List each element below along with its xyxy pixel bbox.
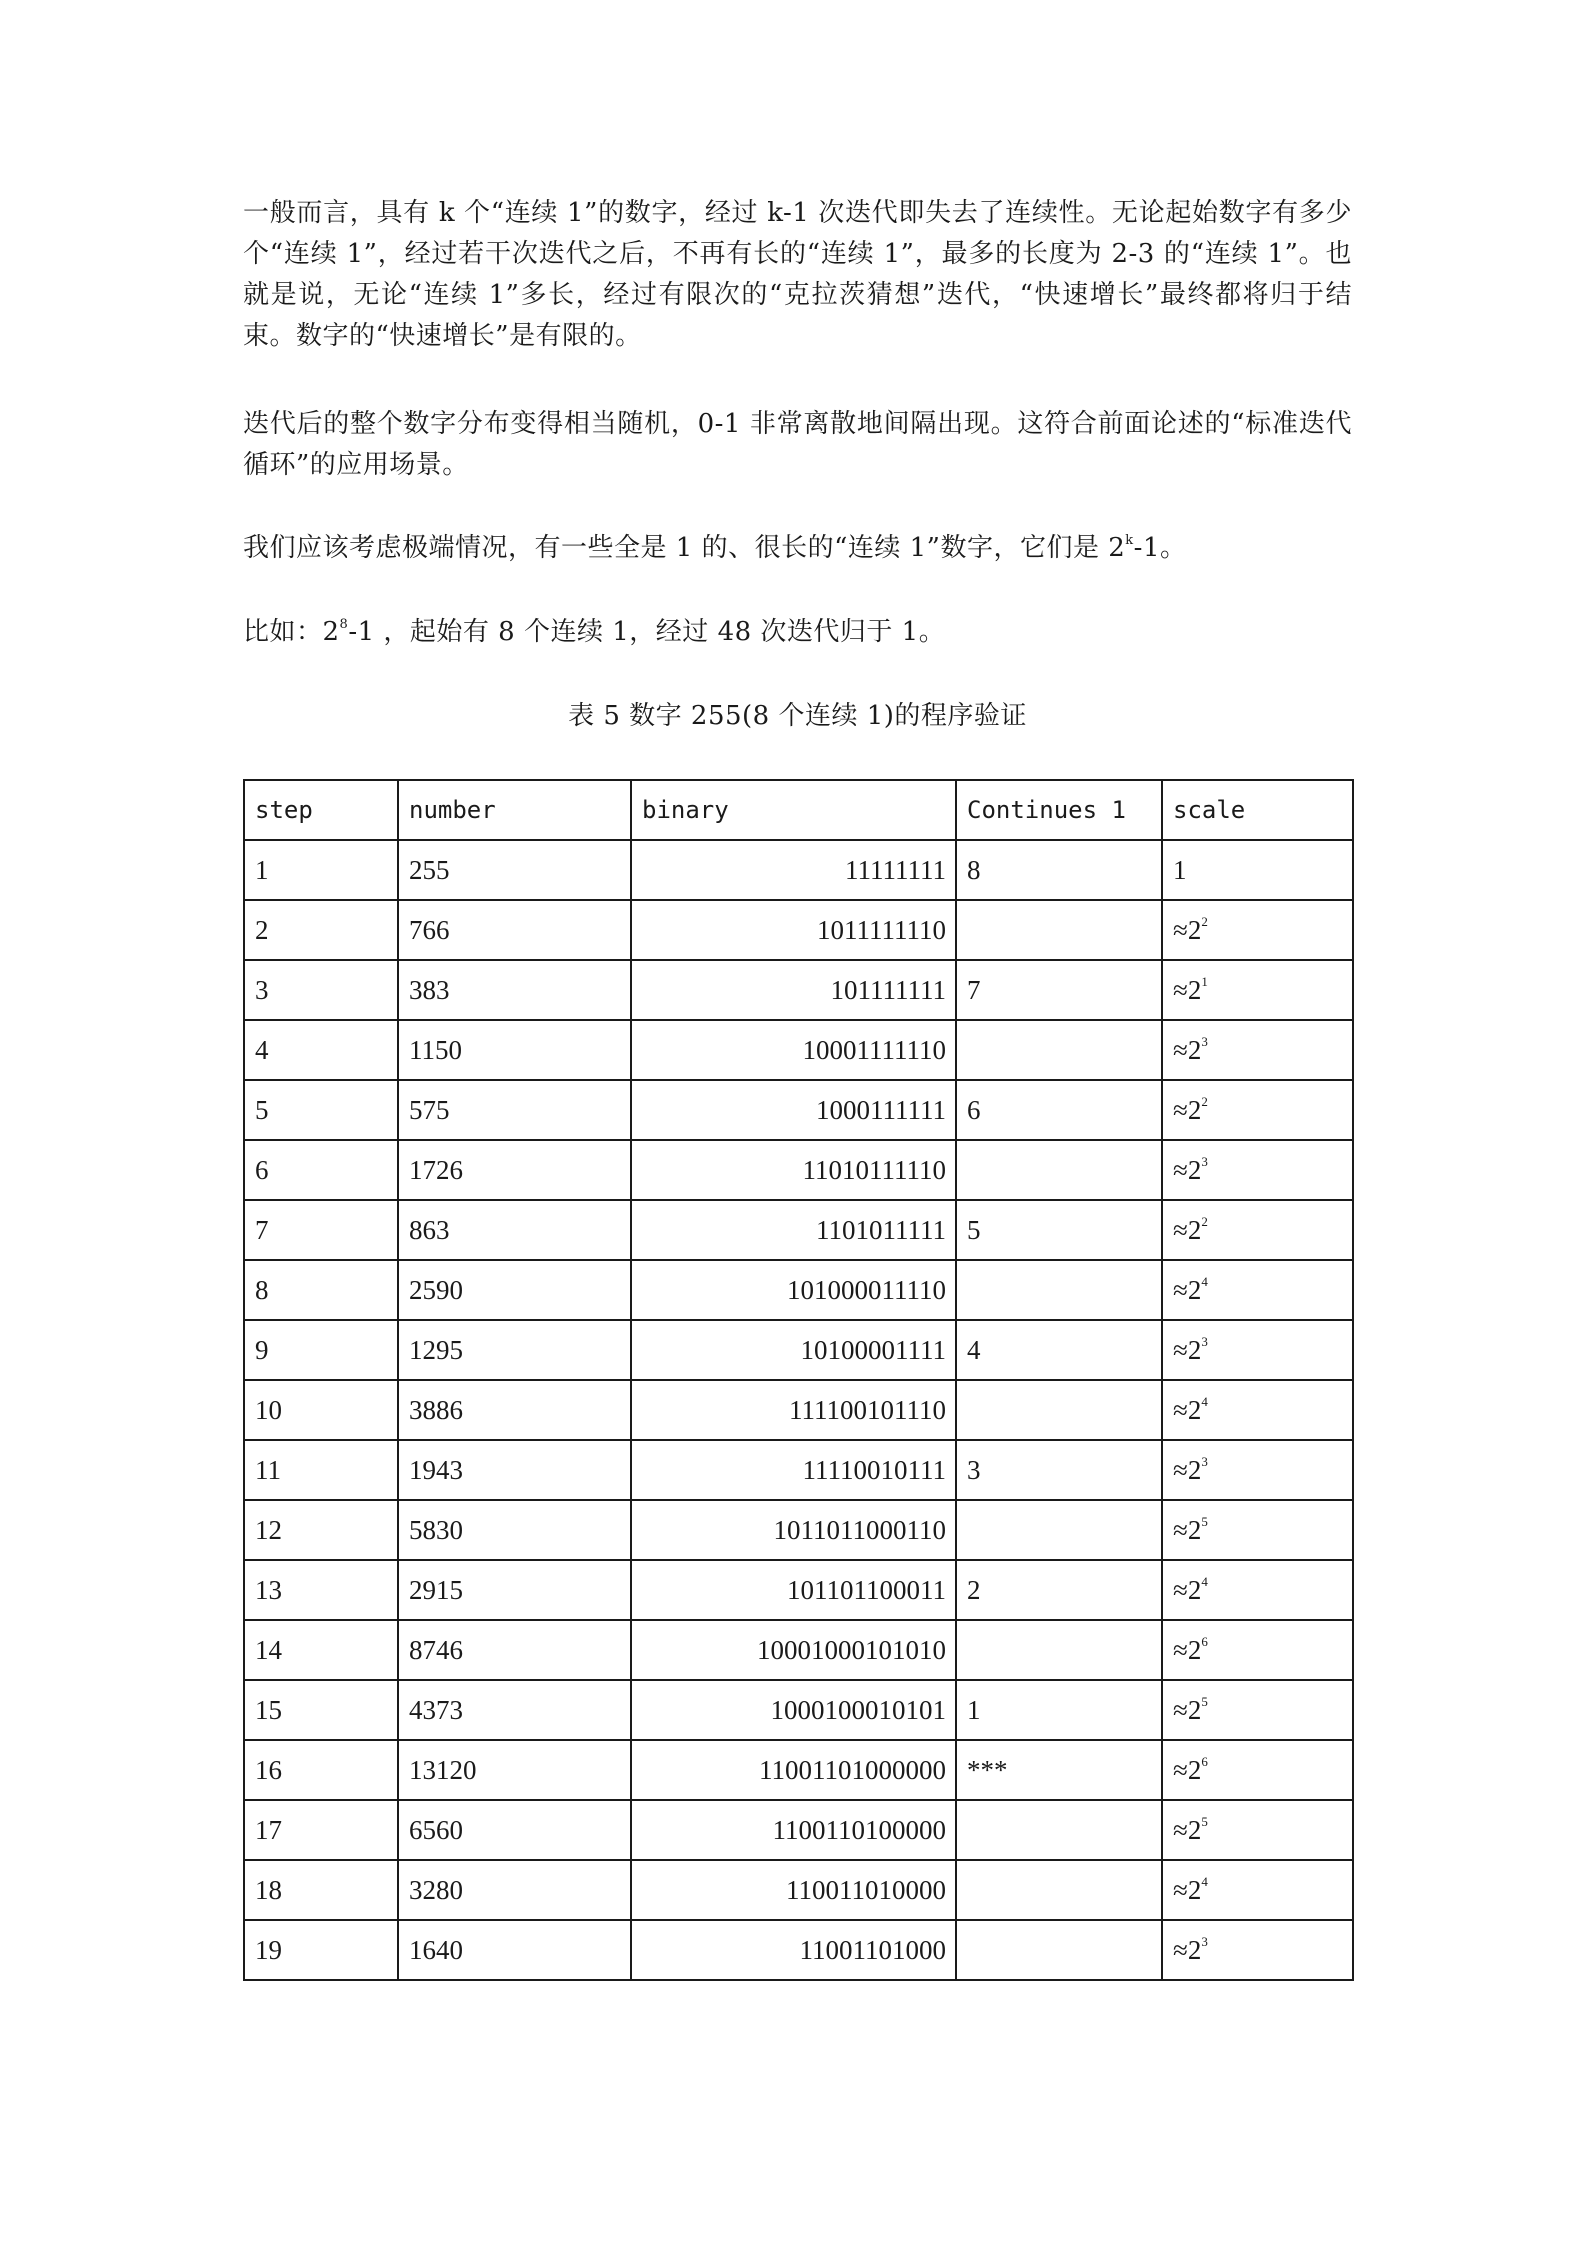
paragraph-example-tail: -1 ，起始有 8 个连续 1，经过 48 次迭代归于 1。 — [348, 617, 946, 647]
cell-binary: 10001111110 — [631, 1020, 956, 1080]
cell-step: 10 — [244, 1380, 398, 1440]
cell-step: 12 — [244, 1500, 398, 1560]
cell-scale — [1162, 1020, 1353, 1080]
cell-step: 11 — [244, 1440, 398, 1500]
cell-number: 1150 — [398, 1020, 631, 1080]
cell-number: 766 — [398, 900, 631, 960]
cell-scale — [1162, 1260, 1353, 1320]
scale-base: ≈2 — [1173, 1514, 1202, 1545]
table-row — [244, 1320, 1353, 1380]
cell-binary: 11111111 — [631, 840, 956, 900]
cell-continues — [956, 1920, 1162, 1980]
cell-scale — [1162, 1920, 1353, 1980]
scale-base: ≈2 — [1173, 914, 1202, 945]
cell-step: 8 — [244, 1260, 398, 1320]
scale-exponent: 3 — [1201, 1033, 1208, 1049]
cell-continues: 8 — [956, 840, 1162, 900]
scale-base: ≈2 — [1173, 1694, 1202, 1725]
scale-base: ≈2 — [1173, 1094, 1202, 1125]
table-caption: 表 5 数字 255(8 个连续 1)的程序验证 — [568, 701, 1027, 731]
cell-scale — [1162, 1080, 1353, 1140]
cell-binary: 1101011111 — [631, 1200, 956, 1260]
scale-base: ≈2 — [1173, 1454, 1202, 1485]
table-row — [244, 1560, 1353, 1620]
cell-binary: 1100110100000 — [631, 1800, 956, 1860]
paragraph-example — [243, 612, 1352, 653]
cell-continues: 5 — [956, 1200, 1162, 1260]
cell-number: 575 — [398, 1080, 631, 1140]
cell-continues — [956, 900, 1162, 960]
paragraph-extreme-case — [243, 528, 1352, 569]
verification-table — [243, 779, 1354, 1981]
cell-number: 4373 — [398, 1680, 631, 1740]
table-row — [244, 1500, 1353, 1560]
cell-continues: 6 — [956, 1080, 1162, 1140]
scale-base: ≈2 — [1173, 1394, 1202, 1425]
scale-base: ≈2 — [1173, 1874, 1202, 1905]
cell-number: 3886 — [398, 1380, 631, 1440]
cell-binary: 101111111 — [631, 960, 956, 1020]
cell-number: 863 — [398, 1200, 631, 1260]
cell-scale — [1162, 1440, 1353, 1500]
cell-number: 6560 — [398, 1800, 631, 1860]
scale-base: ≈2 — [1173, 1634, 1202, 1665]
cell-binary: 110011010000 — [631, 1860, 956, 1920]
scale-exponent: 3 — [1201, 1933, 1208, 1949]
cell-number: 3280 — [398, 1860, 631, 1920]
cell-continues: 4 — [956, 1320, 1162, 1380]
cell-scale — [1162, 900, 1353, 960]
cell-step: 16 — [244, 1740, 398, 1800]
cell-step: 7 — [244, 1200, 398, 1260]
cell-number: 1295 — [398, 1320, 631, 1380]
table-row — [244, 1200, 1353, 1260]
scale-base: ≈2 — [1173, 1934, 1202, 1965]
cell-number: 2915 — [398, 1560, 631, 1620]
paragraph-extreme-case-tail: -1。 — [1133, 533, 1187, 563]
cell-step: 18 — [244, 1860, 398, 1920]
scale-exponent: 2 — [1201, 1093, 1208, 1109]
table-row — [244, 1260, 1353, 1320]
cell-number: 1640 — [398, 1920, 631, 1980]
cell-step: 14 — [244, 1620, 398, 1680]
table-row — [244, 1080, 1353, 1140]
scale-exponent: 5 — [1201, 1513, 1208, 1529]
scale-exponent: 2 — [1201, 913, 1208, 929]
scale-exponent: 3 — [1201, 1153, 1208, 1169]
table-row — [244, 1800, 1353, 1860]
cell-step: 1 — [244, 840, 398, 900]
cell-scale — [1162, 840, 1353, 900]
scale-exponent: 5 — [1201, 1693, 1208, 1709]
paragraph-random-distribution: 迭代后的整个数字分布变得相当随机，0-1 非常离散地间隔出现。这符合前面论述的“标准迭代循环”的应用场景。 — [243, 409, 1352, 480]
scale-exponent: 3 — [1201, 1453, 1208, 1469]
cell-continues: 3 — [956, 1440, 1162, 1500]
cell-scale — [1162, 1140, 1353, 1200]
scale-exponent: 5 — [1201, 1813, 1208, 1829]
column-header-continues: Continues 1 — [956, 780, 1162, 840]
table-row — [244, 1140, 1353, 1200]
table-body — [244, 840, 1353, 1980]
cell-scale — [1162, 1200, 1353, 1260]
cell-binary: 101000011110 — [631, 1260, 956, 1320]
cell-continues: 2 — [956, 1560, 1162, 1620]
column-header-number: number — [398, 780, 631, 840]
cell-number: 13120 — [398, 1740, 631, 1800]
scale-exponent: 4 — [1201, 1393, 1208, 1409]
table-row — [244, 1860, 1353, 1920]
scale-exponent: 2 — [1201, 1213, 1208, 1229]
table-row — [244, 1740, 1353, 1800]
cell-binary: 101101100011 — [631, 1560, 956, 1620]
table-row — [244, 840, 1353, 900]
scale-base: 1 — [1173, 854, 1187, 885]
paragraph-example-text: 比如：2 — [243, 617, 340, 647]
cell-binary: 1011111110 — [631, 900, 956, 960]
cell-continues — [956, 1260, 1162, 1320]
scale-exponent: 3 — [1201, 1333, 1208, 1349]
cell-continues: 1 — [956, 1680, 1162, 1740]
cell-step: 2 — [244, 900, 398, 960]
cell-number: 383 — [398, 960, 631, 1020]
column-header-scale: scale — [1162, 780, 1353, 840]
cell-binary: 11110010111 — [631, 1440, 956, 1500]
cell-number: 255 — [398, 840, 631, 900]
cell-binary: 10100001111 — [631, 1320, 956, 1380]
cell-scale — [1162, 1380, 1353, 1440]
cell-number: 1943 — [398, 1440, 631, 1500]
table-row — [244, 1920, 1353, 1980]
cell-number: 2590 — [398, 1260, 631, 1320]
cell-continues — [956, 1620, 1162, 1680]
scale-exponent: 4 — [1201, 1873, 1208, 1889]
cell-number: 5830 — [398, 1500, 631, 1560]
scale-exponent: 4 — [1201, 1273, 1208, 1289]
cell-scale — [1162, 1680, 1353, 1740]
cell-continues — [956, 1800, 1162, 1860]
table-row — [244, 900, 1353, 960]
cell-scale — [1162, 1800, 1353, 1860]
cell-number: 8746 — [398, 1620, 631, 1680]
scale-exponent: 6 — [1201, 1753, 1208, 1769]
cell-scale — [1162, 1740, 1353, 1800]
cell-continues — [956, 1140, 1162, 1200]
table-row — [244, 1380, 1353, 1440]
scale-base: ≈2 — [1173, 1754, 1202, 1785]
cell-binary: 11001101000000 — [631, 1740, 956, 1800]
table-header-row — [244, 780, 1353, 840]
cell-binary: 11010111110 — [631, 1140, 956, 1200]
cell-continues: *** — [956, 1740, 1162, 1800]
cell-continues: 7 — [956, 960, 1162, 1020]
cell-scale — [1162, 1320, 1353, 1380]
scale-base: ≈2 — [1173, 1334, 1202, 1365]
scale-base: ≈2 — [1173, 1814, 1202, 1845]
table-row — [244, 1440, 1353, 1500]
scale-exponent: 4 — [1201, 1573, 1208, 1589]
scale-exponent: 1 — [1201, 973, 1208, 989]
cell-continues — [956, 1860, 1162, 1920]
cell-scale — [1162, 1620, 1353, 1680]
exponent-8: 8 — [339, 617, 349, 632]
cell-binary: 11001101000 — [631, 1920, 956, 1980]
cell-step: 5 — [244, 1080, 398, 1140]
scale-exponent: 6 — [1201, 1633, 1208, 1649]
cell-step: 4 — [244, 1020, 398, 1080]
table-row — [244, 1020, 1353, 1080]
cell-step: 13 — [244, 1560, 398, 1620]
cell-binary: 10001000101010 — [631, 1620, 956, 1680]
column-header-step: step — [244, 780, 398, 840]
scale-base: ≈2 — [1173, 974, 1202, 1005]
scale-base: ≈2 — [1173, 1034, 1202, 1065]
cell-continues — [956, 1380, 1162, 1440]
paragraph-continuity-loss: 一般而言，具有 k 个“连续 1”的数字，经过 k-1 次迭代即失去了连续性。无论起始数字有多少个“连续 1”，经过若干次迭代之后，不再有长的“连续 1”，最多的长度为 2-3 的“连续 1”。也就是说，无论“连续 1”多长，经过有限次的“克拉茨猜想”迭代，“快速增长”最终都将归于结束。数字的“快速增长”是有限的。 — [243, 198, 1352, 351]
table-row — [244, 1620, 1353, 1680]
cell-binary: 1011011000110 — [631, 1500, 956, 1560]
exponent-k: k — [1125, 533, 1134, 548]
cell-scale — [1162, 1500, 1353, 1560]
cell-continues — [956, 1020, 1162, 1080]
cell-scale — [1162, 1860, 1353, 1920]
cell-step: 19 — [244, 1920, 398, 1980]
cell-step: 17 — [244, 1800, 398, 1860]
cell-number: 1726 — [398, 1140, 631, 1200]
scale-base: ≈2 — [1173, 1214, 1202, 1245]
cell-continues — [956, 1500, 1162, 1560]
scale-base: ≈2 — [1173, 1274, 1202, 1305]
table-row — [244, 960, 1353, 1020]
table-row — [244, 1680, 1353, 1740]
cell-scale — [1162, 1560, 1353, 1620]
cell-binary: 1000111111 — [631, 1080, 956, 1140]
cell-scale — [1162, 960, 1353, 1020]
cell-step: 6 — [244, 1140, 398, 1200]
column-header-binary: binary — [631, 780, 956, 840]
cell-step: 15 — [244, 1680, 398, 1740]
cell-binary: 1000100010101 — [631, 1680, 956, 1740]
cell-step: 3 — [244, 960, 398, 1020]
cell-step: 9 — [244, 1320, 398, 1380]
scale-base: ≈2 — [1173, 1154, 1202, 1185]
scale-base: ≈2 — [1173, 1574, 1202, 1605]
paragraph-extreme-case-text: 我们应该考虑极端情况，有一些全是 1 的、很长的“连续 1”数字，它们是 2 — [243, 533, 1126, 563]
cell-binary: 111100101110 — [631, 1380, 956, 1440]
